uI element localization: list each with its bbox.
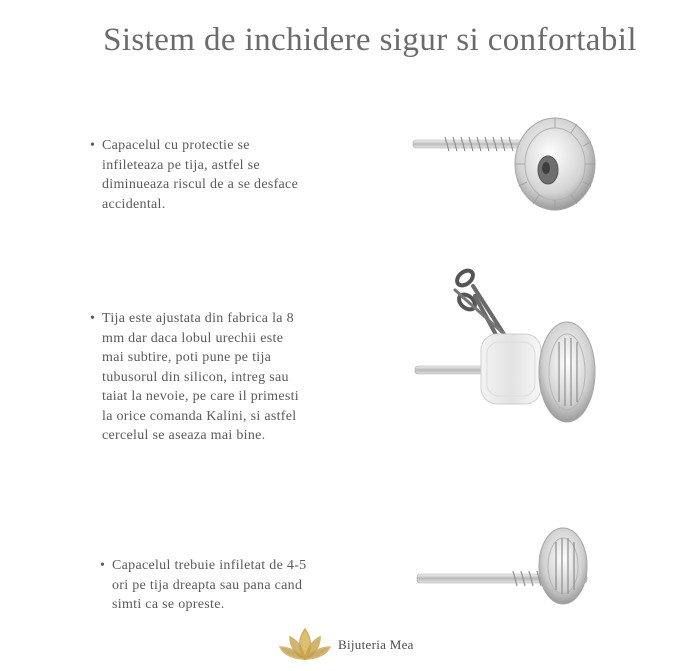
bullet-line: mai subtire, poti pune pe tija [102,350,272,365]
bullet-line: tubusorul din silicon, intreg sau [102,369,289,385]
silicone-tube-scissors-image [405,262,605,442]
bullet-line: taiat la nevoie, pe care il primesti [102,389,299,404]
bullet-line: la orice comanda Kalini, si astfel [102,408,297,424]
bullet-line: cercelul se aseaza mai bine. [102,428,266,443]
bullet-marker: • [90,311,96,326]
bullet-line: Capacelul trebuie infiletat de 4-5 [112,558,307,573]
bullet-line: accidental. [102,196,166,212]
bullet-line: infileteaza pe tija, astfel se [102,157,260,173]
bullet-line: Tija este ajustata din fabrica la 8 [102,311,294,326]
bullet-item-screw-cap [90,136,342,214]
brand-logo [276,625,414,665]
bullet-item-screw-turns [100,556,372,615]
bullet-marker: • [90,138,96,153]
screw-back-earring-image [405,108,605,228]
lotus-icon [276,625,334,665]
bullet-line: simti ca se opreste. [112,597,225,612]
bullet-line: mm dar daca lobul urechii este [102,330,284,346]
screw-on-post-image [405,520,605,620]
bullet-item-silicone-tube [90,309,362,446]
bullet-line: Capacelul cu protectie se [102,138,250,153]
page-title: Sistem de inchidere sigur si confortabil [103,22,637,58]
bullet-marker: • [100,558,106,573]
brand-name: Bijuteria Mea [338,637,414,652]
bullet-line: ori pe tija dreapta sau pana cand [112,577,303,593]
bullet-line: diminueaza riscul de a se desface [102,177,299,192]
